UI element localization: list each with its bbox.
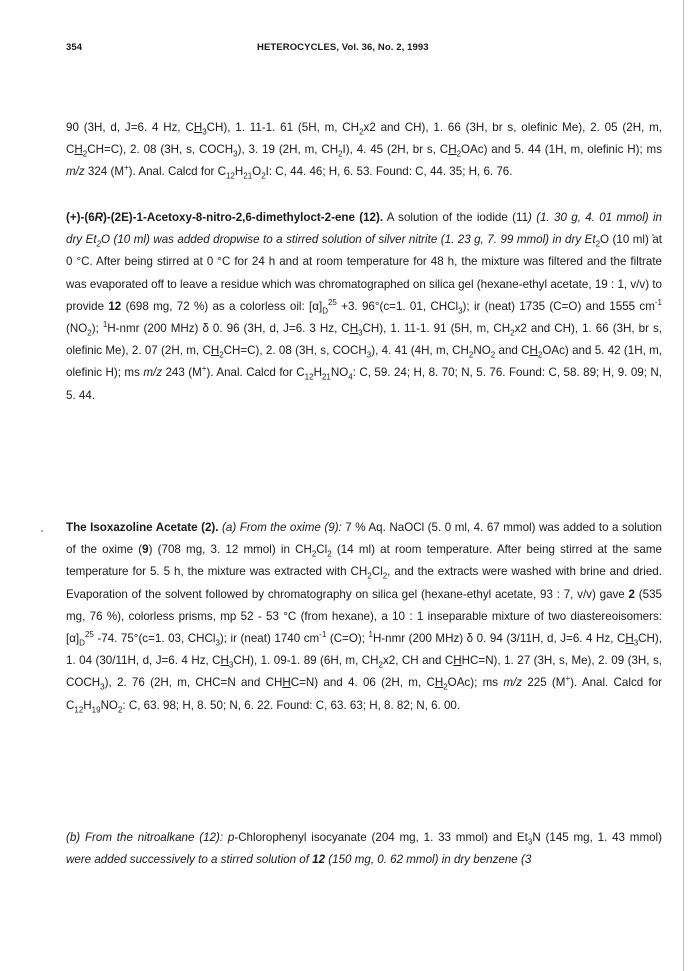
compound-heading: (+)-(6R)-(2E)-1-Acetoxy-8-nitro-2,6-dimethyloct-2-ene (12).	[66, 211, 384, 224]
paragraph-nitroalkane-method	[66, 827, 662, 871]
compound-heading: The Isoxazoline Acetate (2).	[66, 521, 219, 534]
journal-citation: HETEROCYCLES, Vol. 36, No. 2, 1993	[257, 42, 429, 53]
paragraph-iodide-data	[66, 117, 662, 184]
scan-speck	[41, 530, 43, 532]
page-number: 354	[66, 42, 83, 53]
paragraph-isoxazoline-acetate	[66, 517, 662, 717]
paragraph-text: 90 (3H, d, J=6. 4 Hz, $CH_3CH$), 1. 11-1. 61 (5H, m, $CH_2x2$ and CH), 1. 66 (3H, br s, olefinic Me), 2. 05 (2H, m, $CH_2CH=C$), 2. 08 (3H, s, $COCH_3$), 3. 19 (2H, m, $CH_2I$), 4. 45 (2H, br s, $CH_2OAc$) and 5. 44 (1H, m, olefinic H); ms m/z 324 (M+). Anal. Calcd for $C_{12}H_{21}O_2I$: C, 44. 46; H, 6. 53. Found: C, 44. 35; H, 6. 76.	[66, 121, 663, 181]
paragraph-nitro-compound	[66, 207, 662, 407]
running-header	[66, 42, 675, 56]
paragraph-text: The Isoxazoline Acetate (2). (a) From the oxime (9): 7 % Aq. NaOCl (5. 0 ml, 4. 67 mmol) was added to a solution of the oxime (9) (708 mg, 3. 12 mmol) in $CH_2Cl_2$ (14 ml) at room temperature. After being stirred at the same temperature for 5. 5 h, the mixture was extracted with $CH_2Cl_2$, and the extracts were washed with brine and dried. Evaporation of the solvent followed by chromatography on silica gel (hexane-ethyl acetate, 93 : 7, v/v) gave 2 (535 mg, 76 %), colorless prisms, mp 52 - 53 °C (from hexane), a 10 : 1 inseparable mixture of two diastereoisomers: $[\alpha]_D^{25}$ -74. 75°(c=1. 03, CHCl$_3$); ir (neat) 1740 $cm^{-1}$ (C=O); $^1$H-nmr (200 MHz) δ 0. 94 (3/11H, d, J=6. 4 Hz, $CH_3CH$), 1. 04 (30/11H, d, J=6. 4 Hz, $CH_3CH$), 1. 09-1. 89 (6H, m, $CH_2x2$, CH and CHHC=N), 1. 27 (3H, s, Me), 2. 09 (3H, s, $COCH_3$), 2. 76 (2H, m, CHC=N and CHHC=N) and 4. 06 (2H, m, $CH_2OAc$); ms m/z 225 (M+). Anal. Calcd for $C_{12}H_{19}NO_2$: C, 63. 98; H, 8. 50; N, 6. 22. Found: C, 63. 63; H, 8. 82; N, 6. 00.	[66, 521, 663, 714]
paragraph-text: (+)-(6R)-(2E)-1-Acetoxy-8-nitro-2,6-dimethyloct-2-ene (12). A solution of the iodide (11) (1. 30 g, 4. 01 mmol) in dry $Et_2O$ (10 ml) was added dropwise to a stirred solution of silver nitrite (1. 23 g, 7. 99 mmol) in dry $Et_2O$ (10 ml) at 0 °C. After being stirred at 0 °C for 24 h and at room temperature for 48 h, the mixture was filtered and the filtrate was evaporated off to leave a residue which was chromatographed on silica gel (hexane-ethyl acetate, 19 : 1, v/v) to provide 12 (698 mg, 72 %) as a colorless oil: $[\alpha]_D^{25} +3$. 96°(c=1. 01, CHCl$_3$); ir (neat) 1735 (C=O) and 1555 $cm^{-1}$ $(NO_2)$; $^1$H-nmr (200 MHz) δ 0. 96 (3H, d, J=6. 3 Hz, $CH_3CH$), 1. 11-1. 91 (5H, m, $CH_2x2$ and CH), 1. 66 (3H, br s, olefinic Me), 2. 07 (2H, m, $CH_2CH=C$), 2. 08 (3H, s, $COCH_3$), 4. 41 (4H, m, $CH_2NO_2$ and $CH_2OAc$) and 5. 42 (1H, m, olefinic H); ms m/z 243 (M+). Anal. Calcd for $C_{12}H_{21}NO_4$: C, 59. 24; H, 8. 70; N, 5. 76. Found: C, 58. 89; H, 9. 09; N, 5. 44.	[66, 211, 663, 402]
page-edge-line	[683, 0, 684, 971]
paragraph-text: (b) From the nitroalkane (12): p-Chlorophenyl isocyanate (204 mg, 1. 33 mmol) and $Et_3N$ (145 mg, 1. 43 mmol) were added successively to a stirred solution of 12 (150 mg, 0. 62 mmol) in dry benzene (3	[66, 831, 662, 867]
